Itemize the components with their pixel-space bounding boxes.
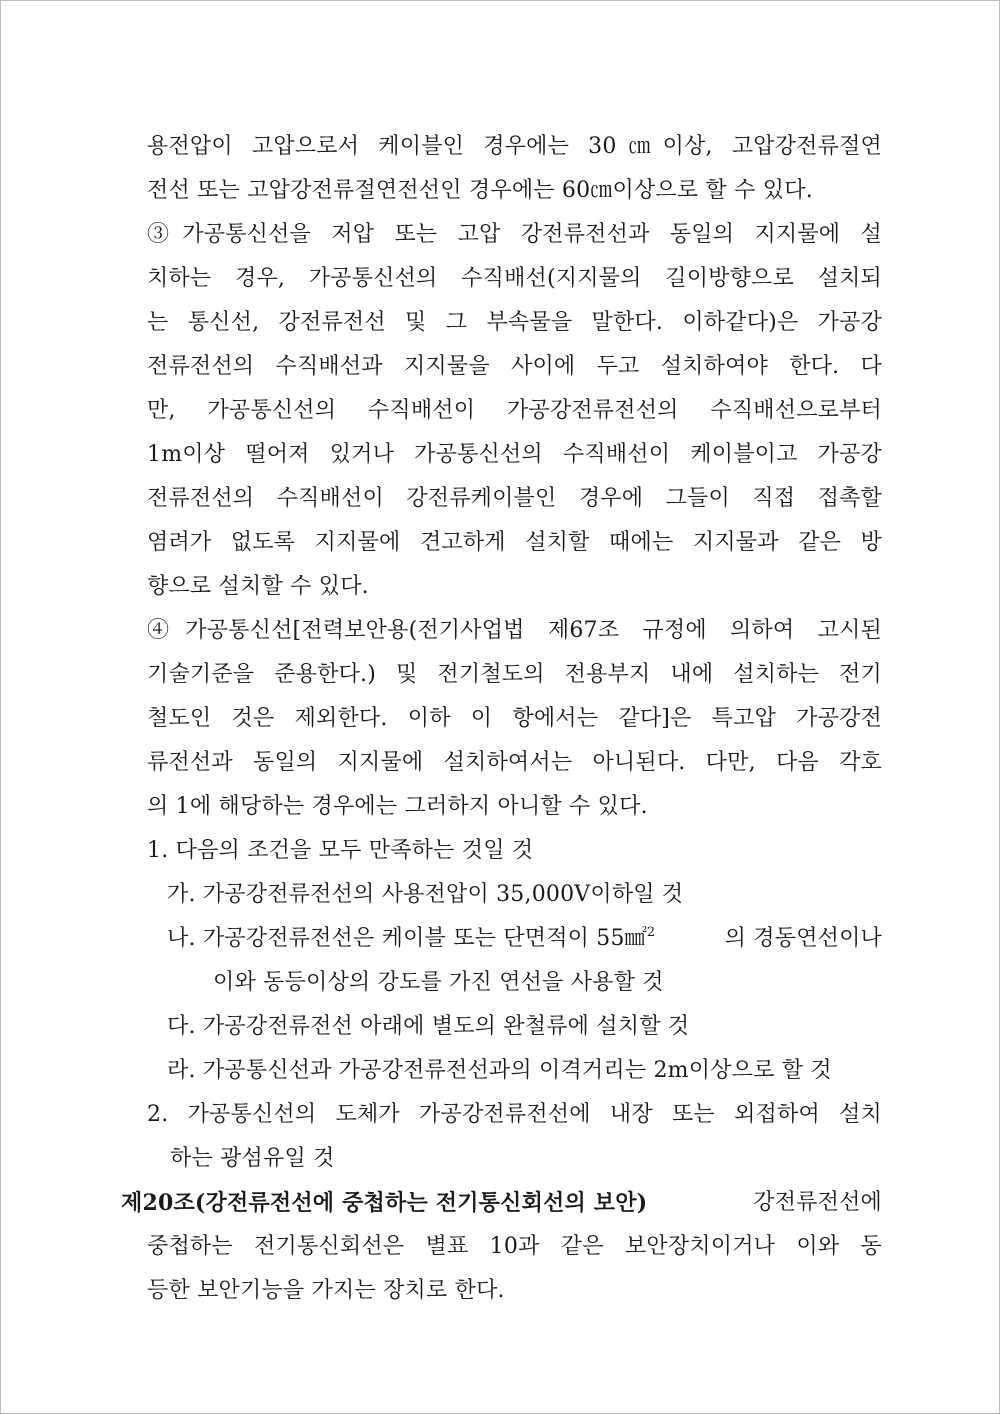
sub-item-na [167, 924, 882, 954]
paragraph-4-line: 의 1에 해당하는 경우에는 그러하지 아니할 수 있다. [147, 794, 648, 819]
paragraph-4-line: 기술기준을 준용한다.) 및 전기철도의 전용부지 내에 설치하는 전기 [147, 662, 882, 687]
paragraph-3-line: 염려가 없도록 지지물에 견고하게 설치할 때에는 지지물과 같은 방 [147, 530, 882, 555]
paragraph-line: 용전압이 고압으로서 케이블인 경우에는 30㎝이상, 고압강전류절연 [147, 134, 882, 159]
paragraph-3-line: 향으로 설치할 수 있다. [147, 574, 369, 599]
article-20-title: 제20조(강전류전선에 중첩하는 전기통신회선의 보안) [121, 1190, 648, 1216]
list-item-2: 2. 가공통신선의 도체가 가공강전류전선에 내장 또는 외접하여 설치 [147, 1102, 882, 1127]
list-item-2-continued: 하는 광섬유일 것 [170, 1146, 335, 1171]
paragraph-4-line: ④가공통신선[전력보안용(전기사업법 제67조 규정에 의하여 고시된 [147, 618, 882, 643]
paragraph-3-line: 만, 가공통신선의 수직배선이 가공강전류전선의 수직배선으로부터 [147, 398, 882, 423]
list-item-1: 1. 다음의 조건을 모두 만족하는 것일 것 [147, 838, 534, 863]
paragraph-3-line: ③가공통신선을 저압 또는 고압 강전류전선과 동일의 지지물에 설 [147, 222, 882, 247]
sub-item-ra: 라. 가공통신선과 가공강전류전선과의 이격거리는 2m이상으로 할 것 [167, 1058, 832, 1083]
sub-item-na-continued: 이와 동등이상의 강도를 가진 연선을 사용할 것 [213, 970, 664, 995]
sub-item-na-part: 나. 가공강전류전선은 케이블 또는 단면적이 55㎟ [167, 926, 647, 951]
paragraph-3-line: 1m이상 떨어져 있거나 가공통신선의 수직배선이 케이블이고 가공강 [147, 442, 882, 467]
superscript: 2 [646, 925, 656, 940]
sub-item-ga: 가. 가공강전류전선의 사용전압이 35,000V이하일 것 [167, 882, 684, 907]
paragraph-line: 전선 또는 고압강전류절연전선인 경우에는 60㎝이상으로 할 수 있다. [147, 178, 813, 203]
article-20-heading-line [121, 1188, 882, 1218]
sub-item-na-text [167, 924, 655, 954]
paragraph-3-line: 치하는 경우, 가공통신선의 수직배선(지지물의 길이방향으로 설치되 [147, 266, 882, 291]
article-20-line: 중첩하는 전기통신회선은 별표 10과 같은 보안장치이거나 이와 동 [147, 1234, 882, 1259]
paragraph-4-line: 철도인 것은 제외한다. 이하 이 항에서는 같다]은 특고압 가공강전 [147, 706, 882, 731]
article-20-body-start: 강전류전선에 [753, 1190, 882, 1215]
paragraph-3-line: 전류전선의 수직배선과 지지물을 사이에 두고 설치하여야 한다. 다 [147, 354, 882, 379]
paragraph-3-line: 전류전선의 수직배선이 강전류케이블인 경우에 그들이 직접 접촉할 [147, 486, 882, 511]
sub-item-da: 다. 가공강전류전선 아래에 별도의 완철류에 설치할 것 [167, 1014, 690, 1039]
paragraph-4-line: 류전선과 동일의 지지물에 설치하여서는 아니된다. 다만, 다음 각호 [147, 750, 882, 775]
sub-item-na-tail: 의 경동연선이나 [724, 926, 882, 951]
article-20-line: 등한 보안기능을 가지는 장치로 한다. [147, 1278, 505, 1303]
paragraph-3-line: 는 통신선, 강전류전선 및 그 부속물을 말한다. 이하같다)은 가공강 [147, 310, 882, 335]
